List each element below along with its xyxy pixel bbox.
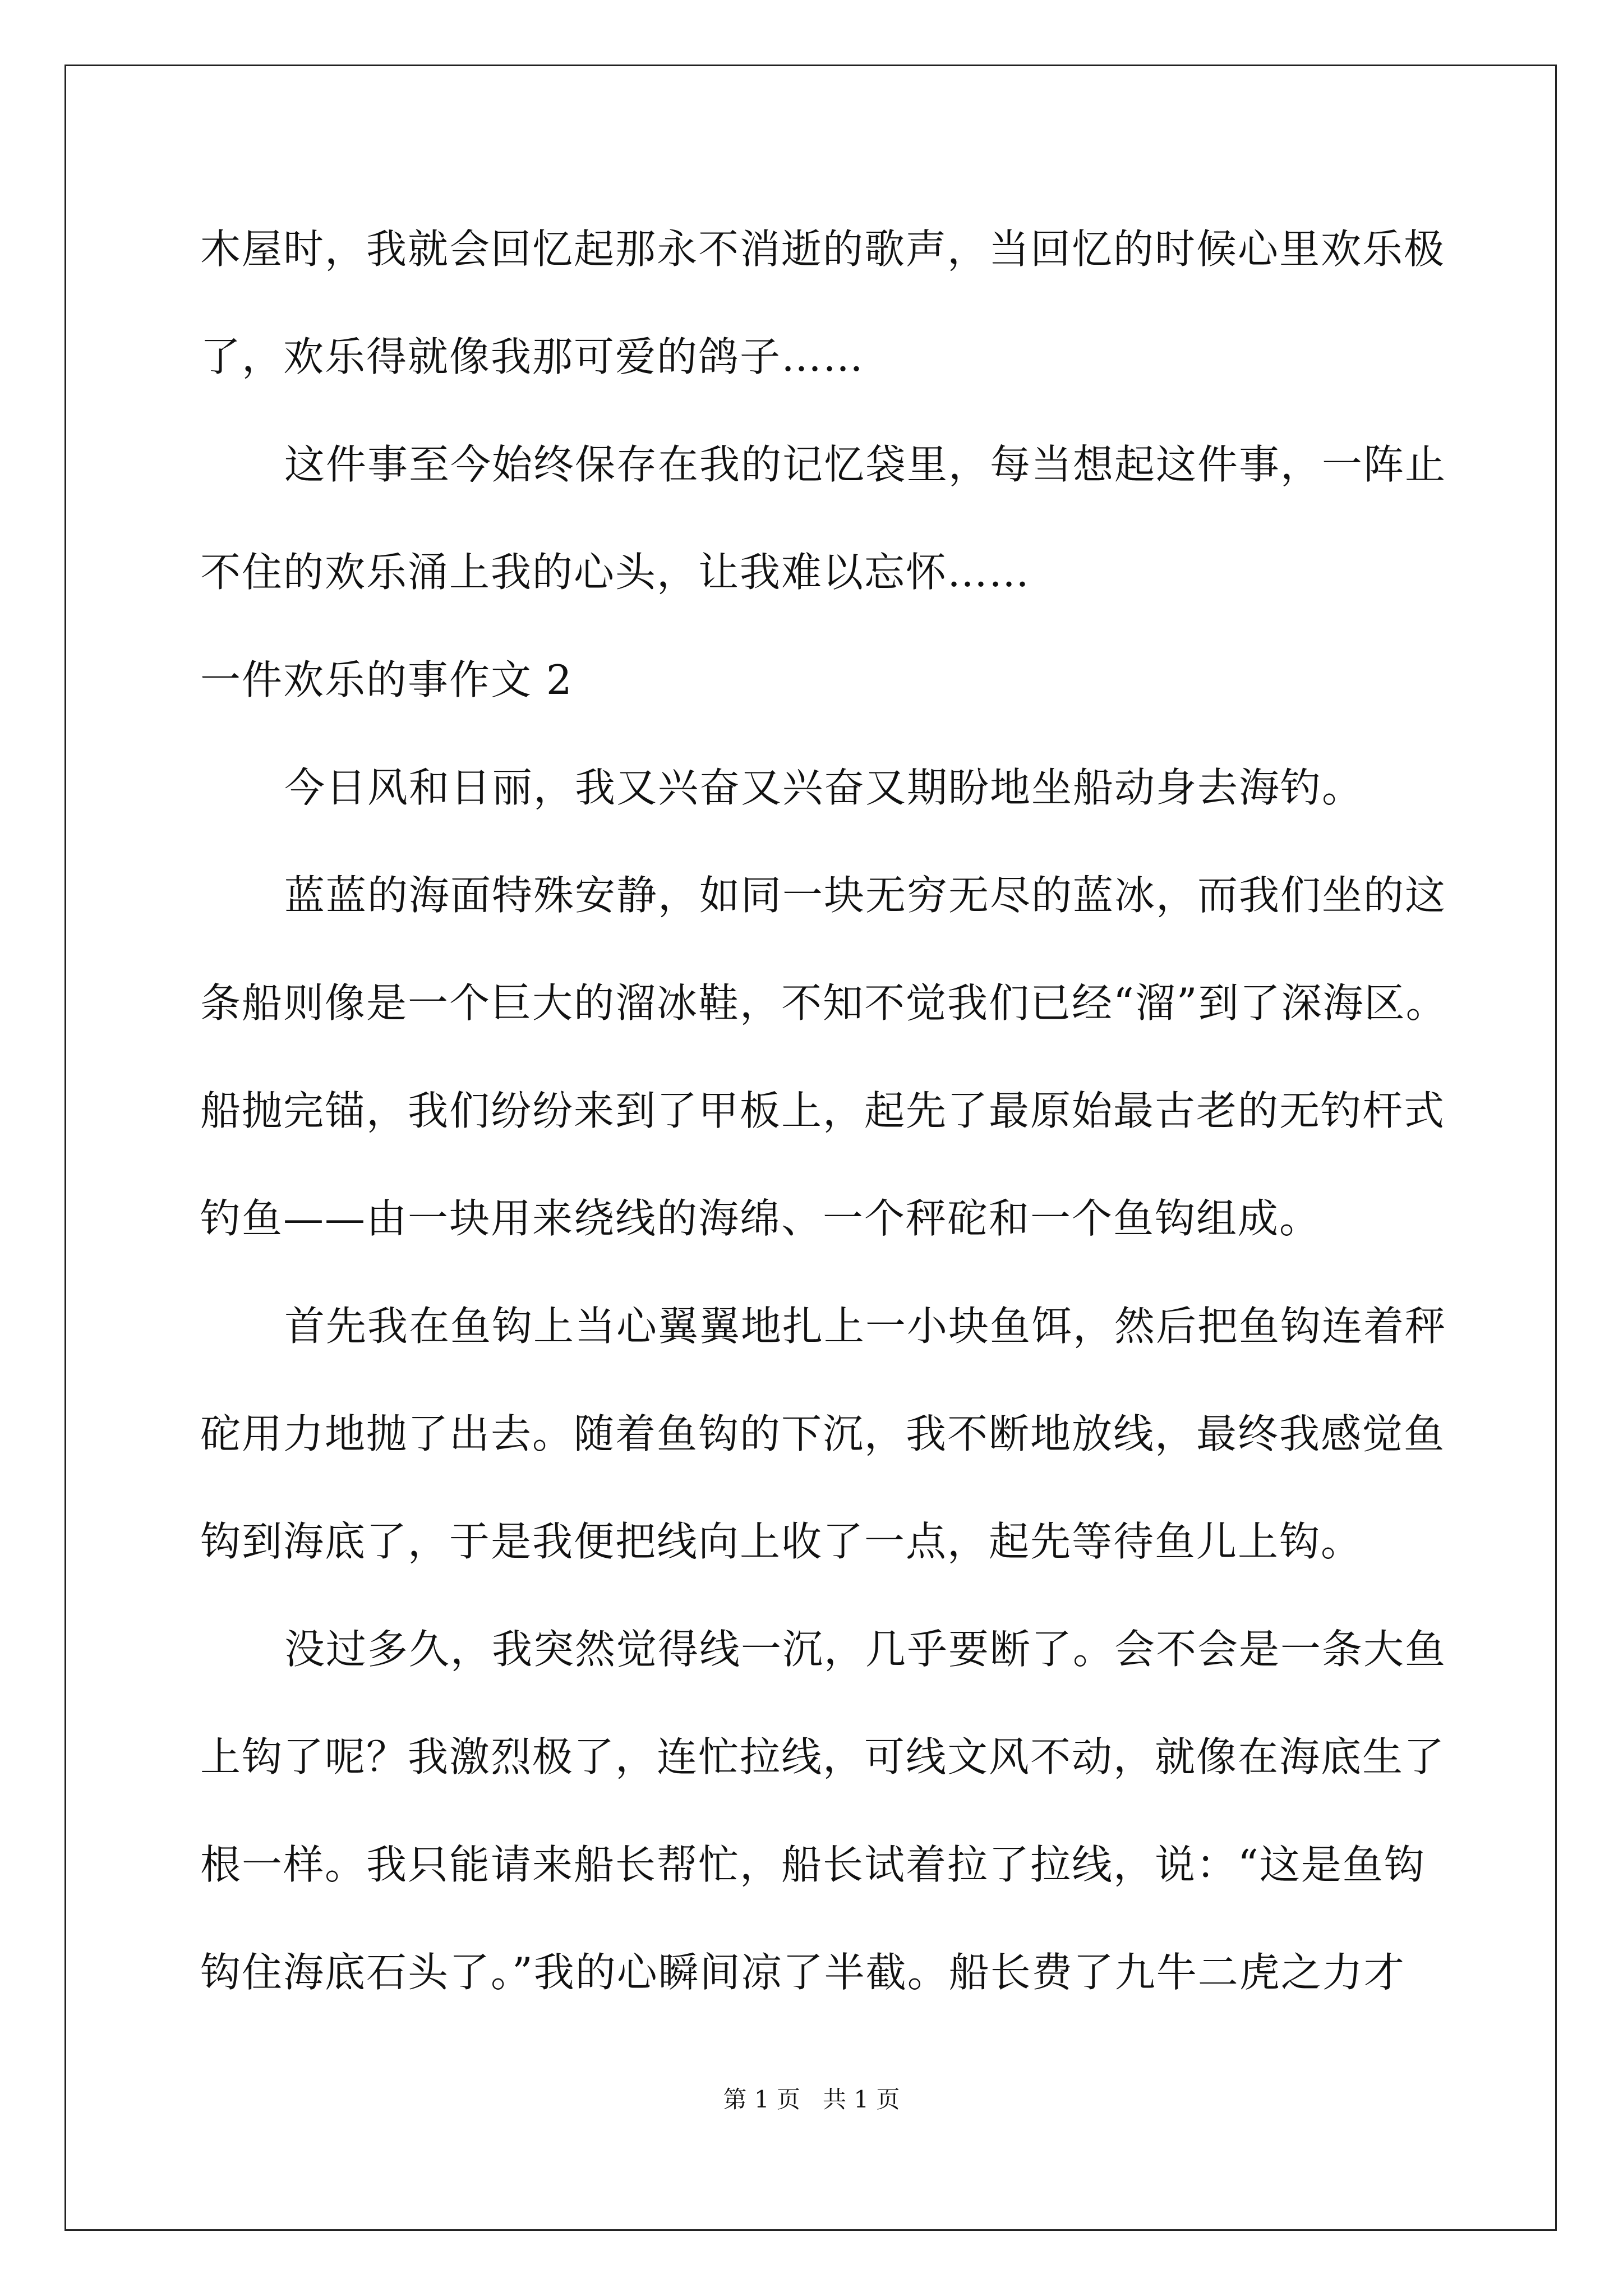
text-line: 了，欢乐得就像我那可爱的鸽子…… [200, 333, 865, 380]
text-line: 条船则像是一个巨大的溜冰鞋，不知不觉我们已经“溜”到了深海区。 [200, 979, 1447, 1027]
section-heading: 一件欢乐的事作文 2 [200, 656, 573, 703]
text-line: 船抛完锚，我们纷纷来到了甲板上，起先了最原始最古老的无钓杆式 [200, 1087, 1446, 1134]
text-line: 上钩了呢？我激烈极了，连忙拉线，可线文风不动，就像在海底生了 [200, 1733, 1446, 1780]
paragraph-start-line: 没过多久，我突然觉得线一沉，几乎要断了。会不会是一条大鱼 [284, 1626, 1447, 1673]
text-line: 钓鱼——由一块用来绕线的海绵、一个秤砣和一个鱼钩组成。 [200, 1195, 1321, 1242]
text-line: 钩住海底石头了。”我的心瞬间凉了半截。船长费了九牛二虎之力才 [200, 1949, 1405, 1996]
page-number-footer: 第 1 页 共 1 页 [723, 2086, 900, 2113]
text-line: 根一样。我只能请来船长帮忙，船长试着拉了拉线，说：“这是鱼钩 [200, 1841, 1426, 1888]
text-line: 木屋时，我就会回忆起那永不消逝的歌声，当回忆的时候心里欢乐极 [200, 226, 1446, 273]
text-line: 砣用力地抛了出去。随着鱼钩的下沉，我不断地放线，最终我感觉鱼 [200, 1410, 1446, 1457]
paragraph-start-line: 今日风和日丽，我又兴奋又兴奋又期盼地坐船动身去海钓。 [284, 764, 1364, 811]
page-border [64, 65, 1557, 2231]
text-line: 钩到海底了，于是我便把线向上收了一点，起先等待鱼儿上钩。 [200, 1518, 1363, 1565]
paragraph-start-line: 这件事至今始终保存在我的记忆袋里，每当想起这件事，一阵止 [284, 441, 1447, 488]
paragraph-start-line: 蓝蓝的海面特殊安静，如同一块无穷无尽的蓝冰，而我们坐的这 [284, 872, 1447, 919]
text-line: 不住的欢乐涌上我的心头，让我难以忘怀…… [200, 549, 1031, 596]
paragraph-start-line: 首先我在鱼钩上当心翼翼地扎上一小块鱼饵，然后把鱼钩连着秤 [284, 1303, 1447, 1350]
